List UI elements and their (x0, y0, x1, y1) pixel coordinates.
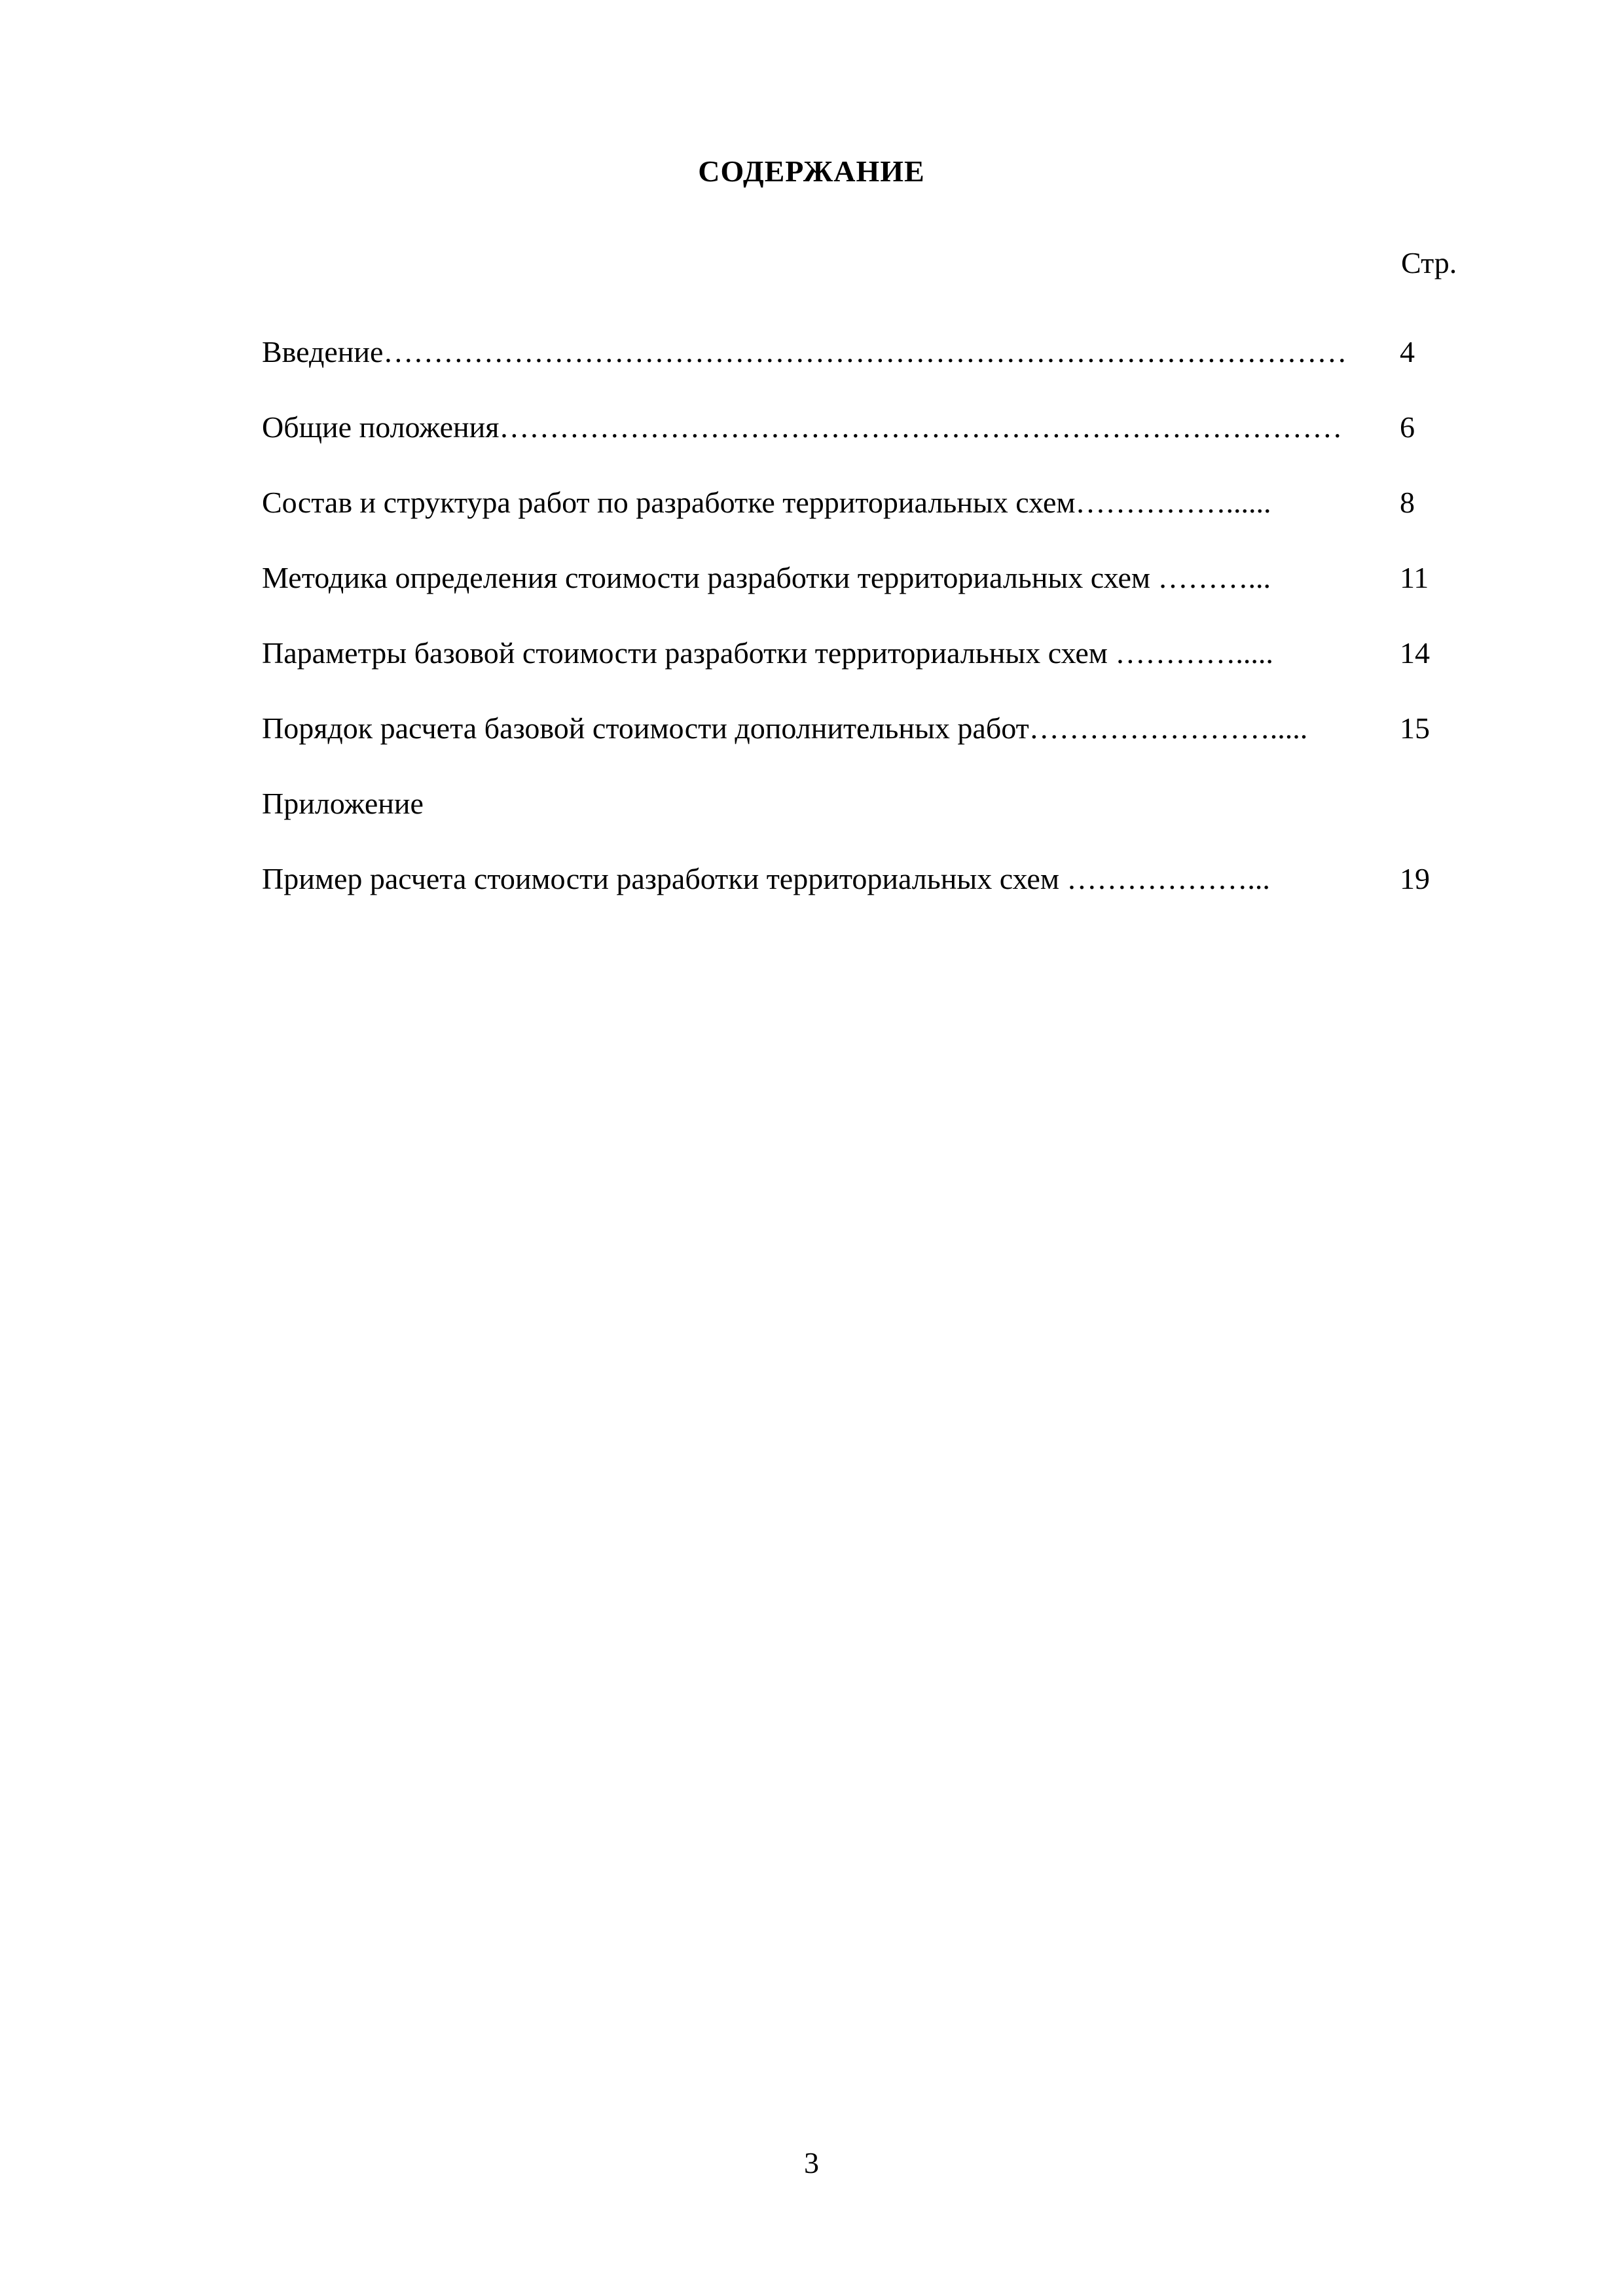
toc-entry (262, 709, 1307, 748)
toc-entry-leader: …………………………………………………………………………………… (383, 335, 1347, 368)
toc-entry-title: Методика определения стоимости разработки территориальных схем (262, 561, 1150, 594)
toc-entry-leader: ……………...... (1075, 486, 1271, 519)
toc-entry (262, 483, 1271, 522)
toc-entry-title: Параметры базовой стоимости разработки территориальных схем (262, 636, 1108, 670)
toc-title: СОДЕРЖАНИЕ (698, 154, 925, 188)
page-column-header: Стр. (1401, 246, 1457, 279)
toc-section-heading: Приложение (262, 787, 424, 820)
toc-entry (262, 332, 1347, 372)
toc-entry-title: Состав и структура работ по разработке территориальных схем (262, 486, 1076, 519)
toc-entry (262, 558, 1271, 598)
toc-entry-page: 14 (1400, 636, 1430, 670)
toc-entry-title: Порядок расчета базовой стоимости дополнительных работ (262, 711, 1029, 745)
toc-entry-page: 4 (1400, 335, 1415, 368)
toc-entry-page: 15 (1400, 711, 1430, 745)
toc-entry-page: 6 (1400, 410, 1415, 444)
toc-entry-leader: ………………... (1059, 862, 1270, 895)
toc-entry-leader: ………... (1150, 561, 1271, 594)
toc-entry-leader: ……………………..... (1029, 711, 1308, 745)
toc-entry-page: 19 (1400, 862, 1430, 895)
toc-entry (262, 408, 1342, 447)
toc-entry-leader: …………..... (1107, 636, 1273, 670)
toc-entry-title: Общие положения (262, 410, 500, 444)
toc-entry-page: 11 (1400, 561, 1429, 594)
toc-entry (262, 784, 424, 823)
toc-entry-title: Введение (262, 335, 384, 368)
toc-entry (262, 859, 1270, 899)
toc-entry-page: 8 (1400, 486, 1415, 519)
page-number: 3 (804, 2146, 819, 2179)
toc-entry-leader: ………………………………………………………………………… (499, 410, 1343, 444)
toc-entry (262, 634, 1273, 673)
toc-entry-title: Пример расчета стоимости разработки территориальных схем (262, 862, 1059, 895)
